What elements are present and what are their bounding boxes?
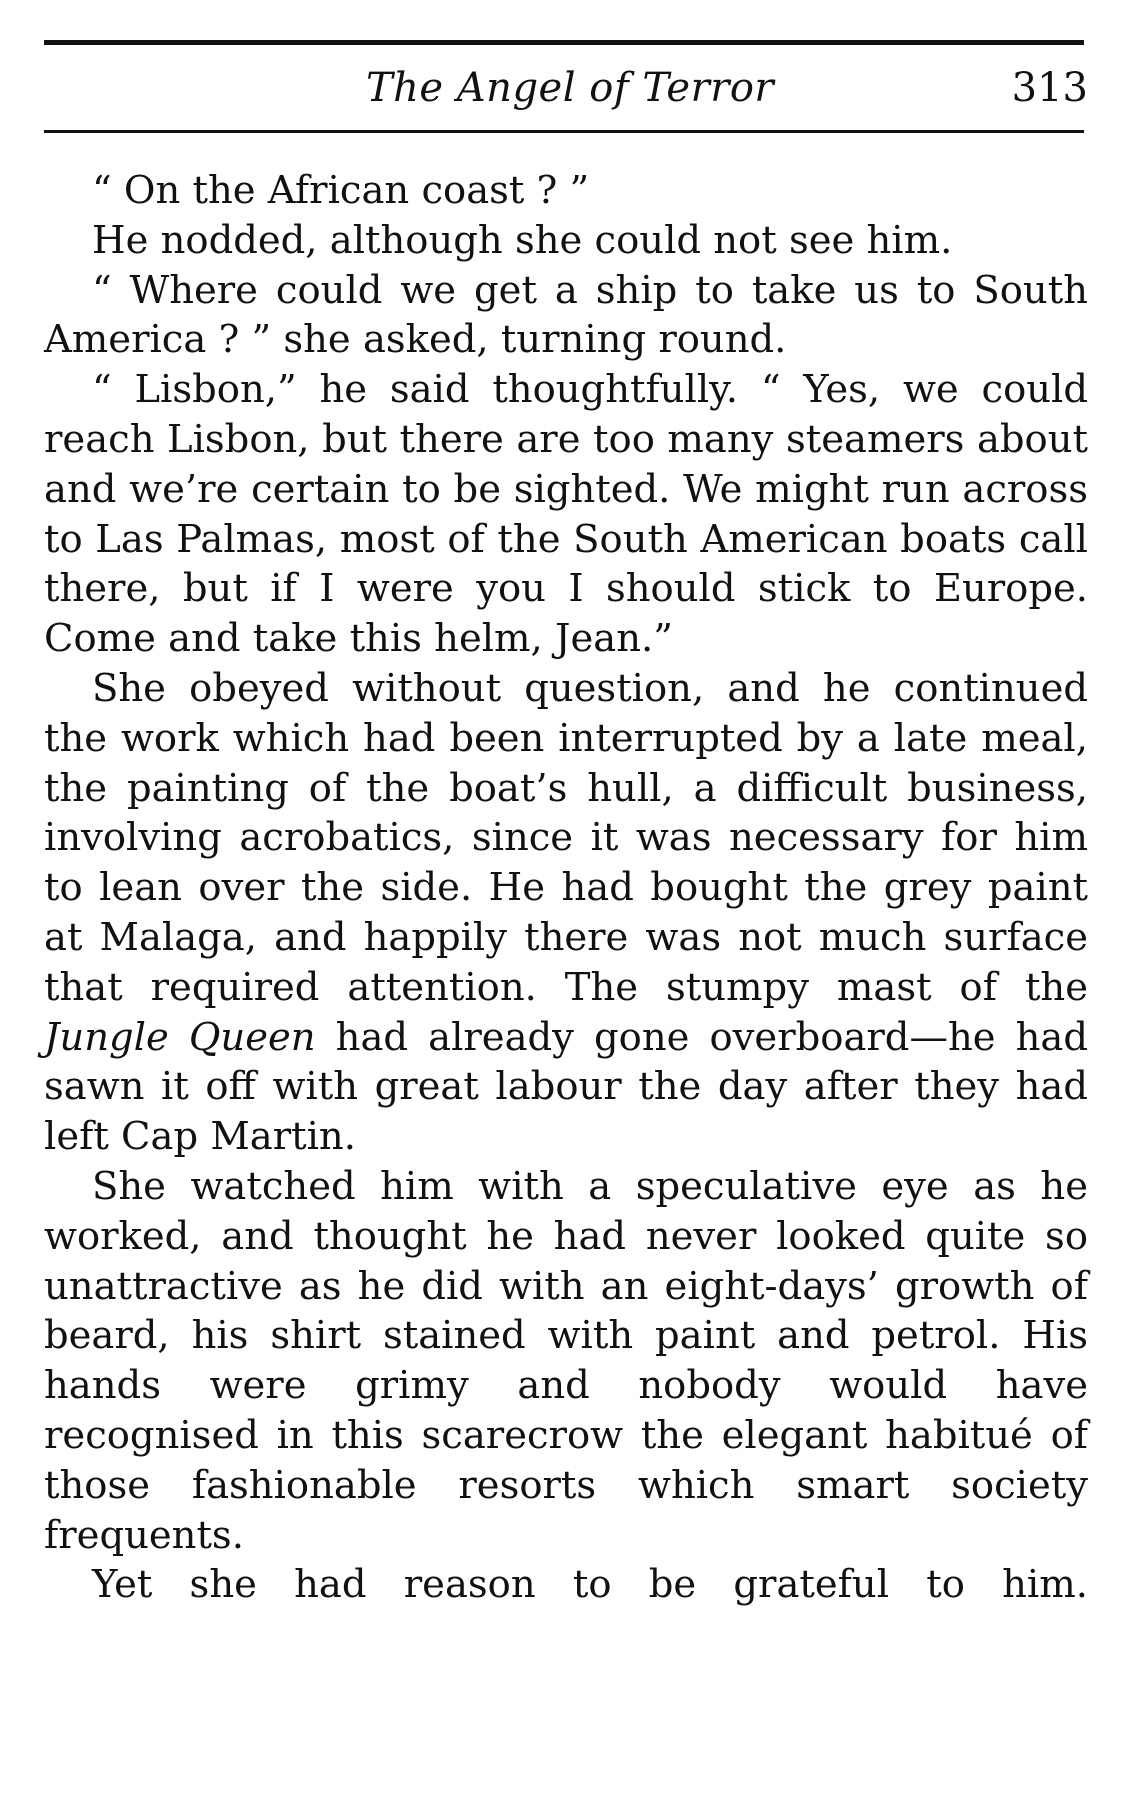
header-rule [44,130,1084,133]
page-number: 313 [1011,65,1088,111]
paragraph-2: He nodded, although she could not see him. [92,217,953,263]
paragraph-3: “ Where could we get a ship to take us to South America ? ” she asked, turning round. [44,267,1088,363]
boat-name: Jungle Queen [44,1014,316,1060]
body-text [44,166,1088,1610]
paragraph-4: “ Lisbon,” he said thoughtfully. “ Yes, we could reach Lisbon, but there are too many steamers about and we’re certain to be sighted. We might run across to Las Palmas, most of the South American boats call there, but if I were you I should stick to Europe. Come and take this helm, Jean.” [44,367,1088,662]
paragraph-1: “ On the African coast ? ” [92,168,590,213]
paragraph-5 [44,664,1088,1162]
paragraph-7: Yet she had reason to be grateful to him. [92,1562,1088,1608]
paragraph-6: She watched him with a speculative eye as he worked, and thought he had never looked quite so unattractive as he did with an eight-days’ growth of beard, his shirt stained with paint and petrol. His hands were grimy and nobody would have recognised in this scarecrow the elegant habitué of those fashionable resorts which smart society frequents. [44,1163,1088,1558]
paragraph-5-text-after: had already gone overboard—he had sawn it off with great labour the day after they had left Cap Martin. [44,1014,1088,1160]
paragraph-5-text-before: She obeyed without question, and he continued the work which had been interrupted by a late meal, the painting of the boat’s hull, a difficult business, involving acrobatics, since it was necessary for him to lean over the side. He had bought the grey paint at Malaga, and happily there was not much surface that required attention. The stumpy mast of the [44,665,1088,1010]
top-rule [44,40,1084,45]
running-title: The Angel of Terror [365,65,775,111]
